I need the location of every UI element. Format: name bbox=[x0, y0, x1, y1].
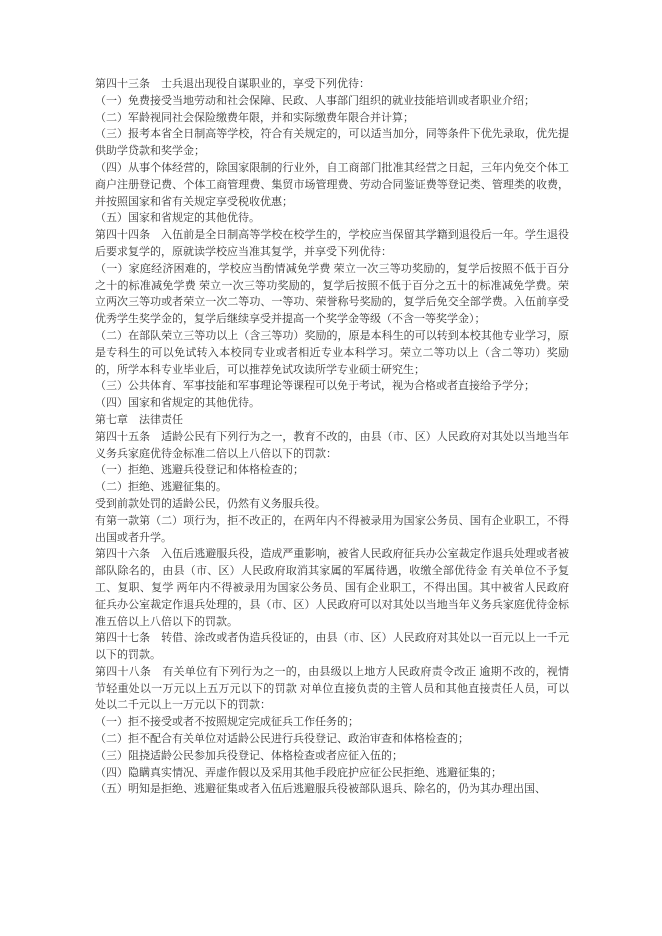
paragraph: 第四十五条 适龄公民有下列行为之一，教育不改的，由县（市、区）人民政府对其处以当地当年义务兵家庭优待金标准二倍以上八倍以下的罚款： bbox=[95, 430, 569, 460]
paragraph: （一）拒不接受或者不按照规定完成征兵工作任务的； bbox=[95, 716, 359, 729]
paragraph: 第四十三条 士兵退出现役自谋职业的，享受下列优待： bbox=[95, 78, 370, 90]
chapter-heading: 第七章 法律责任 bbox=[95, 413, 183, 426]
paragraph: （三）公共体育、军事技能和军事理论等课程可以免于考试，视为合格或者直接给予学分； bbox=[95, 380, 535, 393]
paragraph: （四）国家和省规定的其他优待。 bbox=[95, 397, 260, 410]
paragraph: （二）拒绝、逃避征集的。 bbox=[95, 481, 227, 494]
document-body bbox=[95, 76, 569, 798]
paragraph: （五）明知是拒绝、逃避征集或者入伍后逃避服兵役被部队退兵、除名的，仍为其办理出国、 bbox=[95, 783, 546, 796]
paragraph: 受到前款处罚的适龄公民，仍然有义务服兵役。 bbox=[95, 497, 326, 510]
paragraph: （二）在部队荣立三等功以上（含三等功）奖励的，原是本科生的可以转到本校其他专业学习，原是专科生的可以免试转入本校同专业或者相近专业本科学习。荣立二等功以上（含二等功）奖励的，所学本科专业毕业后，可以推荐免试攻读所学专业硕士研究生； bbox=[95, 329, 569, 376]
paragraph: （四）隐瞒真实情况、弄虚作假以及采用其他手段庇护应征公民拒绝、逃避征集的； bbox=[95, 766, 502, 779]
paragraph: 有第一款第（二）项行为，拒不改正的，在两年内不得被录用为国家公务员、国有企业职工，不得出国或者升学。 bbox=[95, 514, 569, 544]
paragraph: （一）免费接受当地劳动和社会保障、民政、人事部门组织的就业技能培训或者职业介绍； bbox=[95, 94, 535, 107]
paragraph: （五）国家和省规定的其他优待。 bbox=[95, 212, 260, 225]
paragraph: （二）军龄视同社会保险缴费年限，并和实际缴费年限合并计算； bbox=[95, 111, 414, 124]
paragraph: （三）阻挠适龄公民参加兵役登记、体格检查或者应征入伍的； bbox=[95, 749, 403, 762]
paragraph: （一）拒绝、逃避兵役登记和体格检查的； bbox=[95, 464, 304, 477]
paragraph: （二）拒不配合有关单位对适龄公民进行兵役登记、政治审查和体格检查的； bbox=[95, 733, 469, 746]
paragraph: （三）报考本省全日制高等学校，符合有关规定的，可以适当加分，同等条件下优先录取，优先提供助学贷款和奖学金； bbox=[95, 128, 569, 158]
paragraph: 第四十四条 入伍前是全日制高等学校在校学生的，学校应当保留其学籍到退役后一年。学生退役后要求复学的，原就读学校应当准其复学，并享受下列优待： bbox=[95, 229, 569, 258]
paragraph: 第四十六条 入伍后逃避服兵役，造成严重影响，被省人民政府征兵办公室裁定作退兵处理或者被部队除名的，由县（市、区）人民政府取消其家属的军属待遇，收缴全部优待金 有关单位不予复工、复职、复学 两年内不得被录用为国家公务员、国有企业职工，不得出国。其中被省人民政府征兵办公室裁定作退兵处理的，县（市、区）人民政府可以对其处以当地当年义务兵家庭优待金标准五倍以上八倍以下的罚款。 bbox=[95, 548, 569, 628]
paragraph: 第四十八条 有关单位有下列行为之一的，由县级以上地方人民政府责令改正 逾期不改的，视情节轻重处以一万元以上五万元以下的罚款 对单位直接负责的主管人员和其他直接责任人员，可以处以二千元以上一万元以下的罚款： bbox=[95, 665, 569, 712]
paragraph: 第四十七条 转借、涂改或者伪造兵役证的，由县（市、区）人民政府对其处以一百元以上一千元以下的罚款。 bbox=[95, 632, 569, 662]
paragraph: （四）从事个体经营的，除国家限制的行业外，自工商部门批准其经营之日起，三年内免交个体工商户注册登记费、个体工商管理费、集贸市场管理费、劳动合同鉴证费等登记类、管理类的收费，并按照国家和省有关规定享受税收优惠； bbox=[95, 161, 569, 208]
paragraph: （一）家庭经济困难的，学校应当酌情减免学费 荣立一次三等功奖励的，复学后按照不低于百分之十的标准减免学费 荣立一次三等功奖励的，复学后按照不低于百分之五十的标准减免学费。荣立两次三等功或者荣立一次二等功、一等功、荣誉称号奖励的，复学后免交全部学费。入伍前享受优秀学生奖学金的，复学后继续享受并提高一个奖学金等级（不含一等奖学金）； bbox=[95, 262, 569, 326]
